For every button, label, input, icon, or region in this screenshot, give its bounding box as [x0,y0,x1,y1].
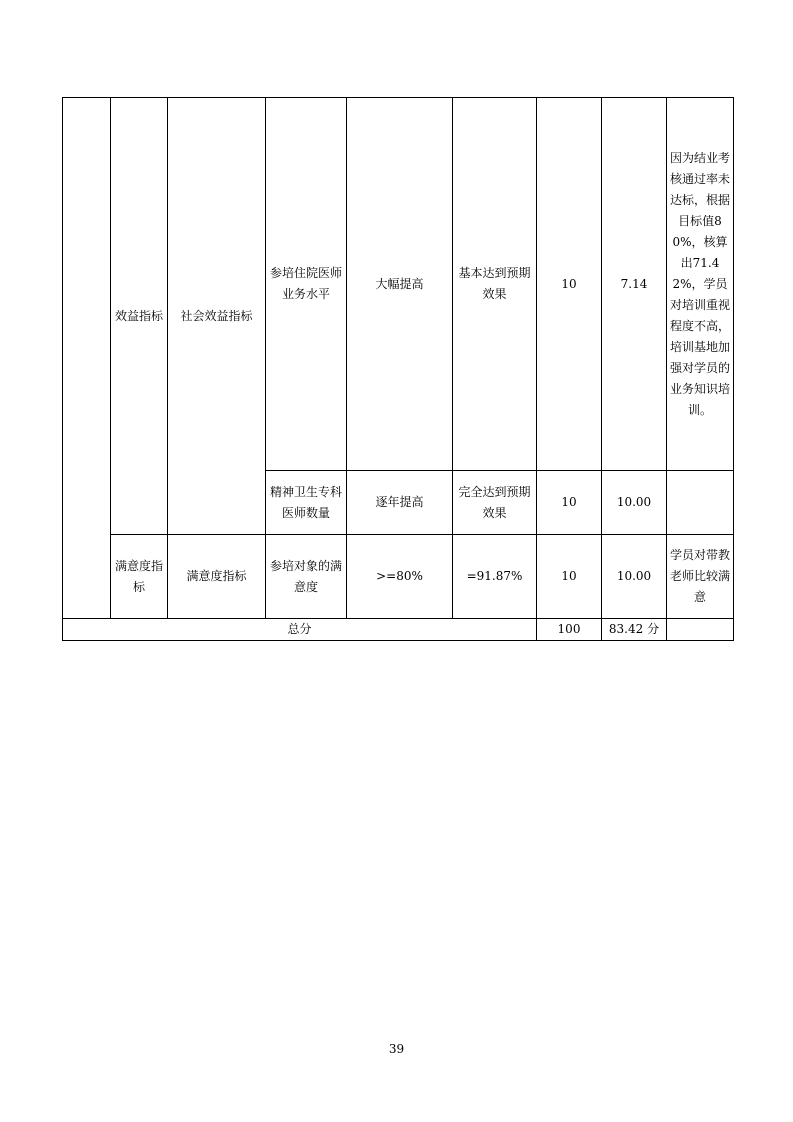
total-row [63,619,734,641]
level1-cell: 满意度指标 [111,535,168,619]
table-row [63,98,734,471]
score-cell: 7.14 [602,98,667,471]
target-cell: 逐年提高 [347,471,453,535]
level1-cell: 效益指标 [111,98,168,535]
actual-cell: 基本达到预期效果 [453,98,537,471]
score-cell: 10.00 [602,471,667,535]
level2-cell: 满意度指标 [168,535,266,619]
target-cell: 大幅提高 [347,98,453,471]
total-score: 83.42 分 [602,619,667,641]
weight-cell: 10 [537,98,602,471]
performance-table [62,97,734,641]
page-number: 39 [388,1042,405,1056]
indicator-cell: 参培对象的满意度 [266,535,347,619]
total-label: 总分 [63,619,537,641]
note-cell: 学员对带教老师比较满意 [667,535,734,619]
total-note [667,619,734,641]
table-row [63,535,734,619]
weight-cell: 10 [537,535,602,619]
note-cell [667,471,734,535]
actual-cell: 完全达到预期效果 [453,471,537,535]
weight-cell: 10 [537,471,602,535]
score-cell: 10.00 [602,535,667,619]
table-cell-blank [63,98,111,619]
note-cell: 因为结业考核通过率未达标，根据目标值80%，核算出71.42%，学员对培训重视程度不高，培训基地加强对学员的业务知识培训。 [667,98,734,471]
indicator-cell: 参培住院医师业务水平 [266,98,347,471]
level2-cell: 社会效益指标 [168,98,266,535]
indicator-cell: 精神卫生专科医师数量 [266,471,347,535]
total-weight: 100 [537,619,602,641]
actual-cell: =91.87% [453,535,537,619]
target-cell: >=80% [347,535,453,619]
